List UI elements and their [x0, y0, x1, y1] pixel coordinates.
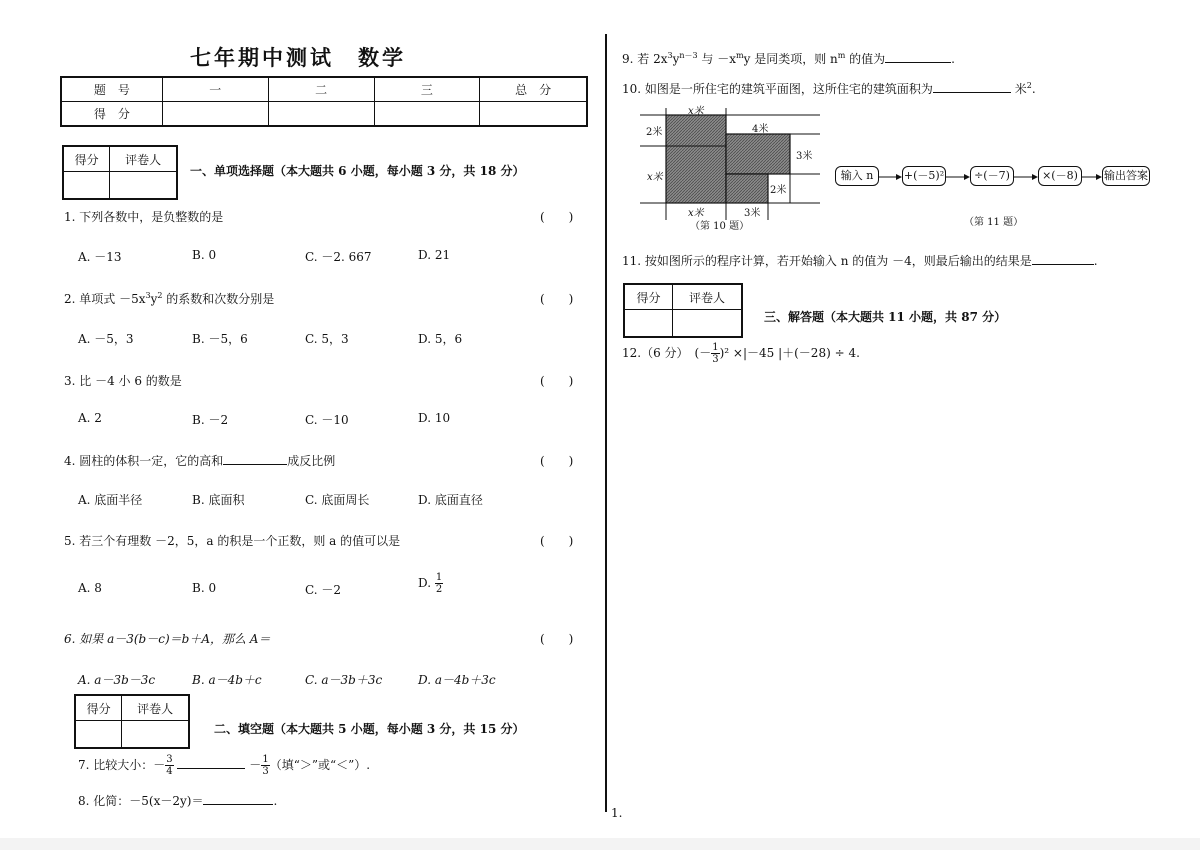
flow-box-multiply: ×(－8): [1038, 166, 1082, 186]
figure-10-floorplan: [640, 100, 830, 230]
fig10-label-left-2: 2米: [646, 127, 663, 138]
q1-option-b: B. 0: [192, 248, 217, 262]
q10-blank: [933, 92, 1011, 93]
fig10-label-mid-4: 4米: [752, 124, 769, 135]
grader-cell: [63, 172, 110, 200]
q2-option-b: B. －5，6: [192, 332, 248, 346]
q5-stem: 5. 若三个有理数 －2，5，a 的积是一个正数，则 a 的值可以是: [64, 534, 401, 548]
section-three-heading: 三、解答题（本大题共 11 小题，共 87 分）: [764, 310, 1007, 324]
q4-option-d: D. 底面直径: [418, 493, 483, 507]
grader-cell: [624, 310, 672, 338]
q6-option-a: A. a－3b－3c: [78, 673, 156, 687]
score-header-1: 一: [162, 77, 268, 102]
column-divider: [605, 34, 607, 812]
grader-score-label: 得分: [624, 284, 672, 310]
q1-answer-paren: ( ): [540, 210, 574, 224]
q7-stem: 7. 比较大小：－ $\frac{3}{4}$ － $\frac{1}{3}$ （填“＞”或“＜”）.: [78, 754, 371, 777]
q2-option-a: A. －5，3: [78, 332, 134, 346]
grader-cell: [110, 172, 177, 200]
score-header-2: 二: [268, 77, 374, 102]
q4-blank: [223, 464, 287, 465]
q12-stem: 12.（6 分） (－ $\frac{1}{3}$ )² ×|－45 |＋(－28) ÷ 4.: [622, 342, 860, 365]
flow-arrows: [878, 170, 1108, 184]
score-table: [60, 76, 588, 127]
q11-stem: 11. 按如图所示的程序计算，若开始输入 n 的值为 －4，则最后输出的结果是 .: [622, 254, 1098, 268]
q6-answer-paren: ( ): [540, 632, 574, 646]
q1-option-c: C. －2. 667: [305, 250, 372, 264]
page-title: 七年期中测试 数学: [190, 45, 406, 70]
scan-bottom-edge: [0, 838, 1200, 850]
q1-option-a: A. －13: [78, 250, 122, 264]
q6-option-c: C. a－3b＋3c: [305, 673, 383, 687]
q6-option-b: B. a－4b＋c: [192, 673, 262, 687]
q6-stem: 6. 如果 a－3(b－c)＝b＋A，那么 A＝: [64, 632, 271, 646]
q3-option-b: B. －2: [192, 413, 229, 427]
page-number: 1.: [611, 806, 623, 820]
q4-option-c: C. 底面周长: [305, 493, 370, 507]
flow-box-input: 输入 n: [835, 166, 879, 186]
q4-answer-paren: ( ): [540, 454, 574, 468]
q6-option-d: D. a－4b＋3c: [418, 673, 496, 687]
score-cell: [480, 102, 587, 127]
score-cell: [162, 102, 268, 127]
grader-box-3: [623, 283, 743, 338]
section-two-heading: 二、填空题（本大题共 5 小题，每小题 3 分，共 15 分）: [214, 722, 525, 736]
score-header-3: 三: [374, 77, 480, 102]
q5-option-d: D. $\frac{1}{2}$: [418, 572, 443, 595]
q5-option-a: A. 8: [78, 581, 102, 595]
q9-stem: 9. 若 $2x^3y^{n-3}$ 与 $-x^my$ 是同类项，则 $n^m$ 的值为 .: [622, 51, 955, 66]
q8-blank: [203, 804, 273, 805]
score-header-total: 总 分: [480, 77, 587, 102]
q4-option-a: A. 底面半径: [78, 493, 143, 507]
q4-option-b: B. 底面积: [192, 493, 245, 507]
section-one-heading: 一、单项选择题（本大题共 6 小题，每小题 3 分，共 18 分）: [190, 164, 525, 178]
q5-option-c: C. －2: [305, 583, 342, 597]
fig10-label-bottom-3: 3米: [744, 208, 761, 219]
grader-cell: [672, 310, 742, 338]
figure-11-caption: （第 11 题）: [964, 217, 1024, 228]
q2-option-d: D. 5，6: [418, 332, 463, 346]
flow-box-output: 输出答案: [1102, 166, 1150, 186]
grader-name-label: 评卷人: [122, 695, 189, 721]
q11-blank: [1032, 264, 1094, 265]
q2-stem: 2. 单项式 $-5x^3y^2$ 的系数和次数分别是: [64, 291, 275, 306]
flow-box-divide: ÷(－7): [970, 166, 1014, 186]
fig10-label-right-3: 3米: [796, 151, 813, 162]
flow-box-add: +(－5)²: [902, 166, 946, 186]
q2-answer-paren: ( ): [540, 292, 574, 306]
fig10-label-right-2: 2米: [770, 185, 787, 196]
q3-stem: 3. 比 －4 小 6 的数是: [64, 374, 182, 388]
fig10-label-left-x: x米: [647, 172, 663, 183]
q10-stem: 10. 如图是一所住宅的建筑平面图，这所住宅的建筑面积为 米$^2$.: [622, 81, 1036, 96]
score-cell: [374, 102, 480, 127]
q7-blank: [177, 768, 245, 769]
q2-option-c: C. 5，3: [305, 332, 349, 346]
grader-name-label: 评卷人: [110, 146, 177, 172]
figure-10-caption: （第 10 题）: [690, 221, 750, 232]
grader-score-label: 得分: [63, 146, 110, 172]
grader-box-2: [74, 694, 190, 749]
fig10-label-bottom-x: x米: [688, 208, 704, 219]
q5-answer-paren: ( ): [540, 534, 574, 548]
q3-answer-paren: ( ): [540, 374, 574, 388]
q5-option-b: B. 0: [192, 581, 217, 595]
q4-stem: 4. 圆柱的体积一定，它的高和 成反比例: [64, 454, 336, 468]
grader-cell: [122, 721, 189, 749]
grader-cell: [75, 721, 122, 749]
q1-option-d: D. 21: [418, 248, 451, 262]
q1-stem: 1. 下列各数中，是负整数的是: [64, 210, 224, 224]
grader-box-1: [62, 145, 178, 200]
score-cell: [268, 102, 374, 127]
grader-name-label: 评卷人: [672, 284, 742, 310]
fig10-label-top-x: x米: [688, 106, 704, 117]
score-row-label: 得 分: [61, 102, 162, 127]
score-header-label: 题 号: [61, 77, 162, 102]
q3-option-d: D. 10: [418, 411, 451, 425]
q3-option-a: A. 2: [78, 411, 102, 425]
q8-stem: 8. 化简：－5(x－2y)＝ .: [78, 794, 278, 808]
q3-option-c: C. －10: [305, 413, 349, 427]
grader-score-label: 得分: [75, 695, 122, 721]
q9-blank: [885, 62, 951, 63]
